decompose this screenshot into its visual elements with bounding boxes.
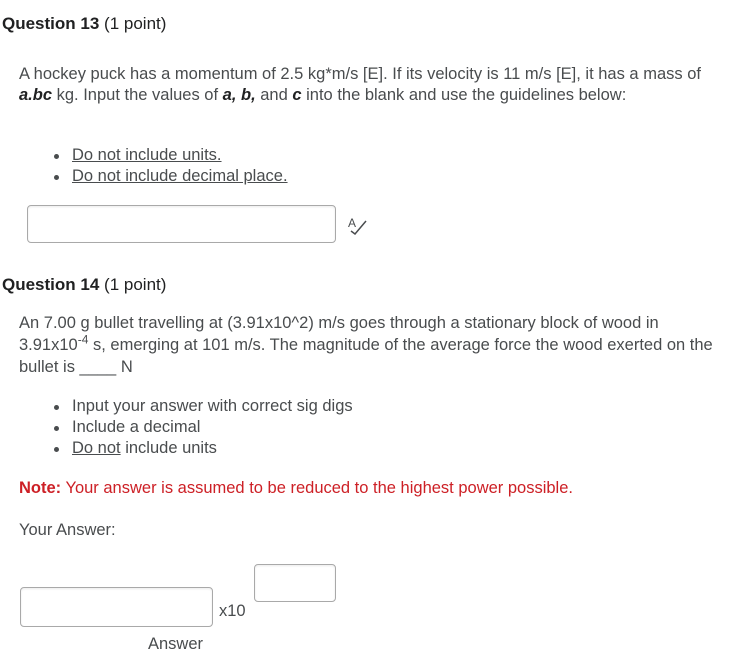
x10-label: x10 [219,602,246,620]
spellcheck-icon[interactable] [346,215,368,235]
q14-exponent: -4 [77,332,89,347]
question-14-points: (1 point) [104,275,167,294]
q13-text-bold: a.bc [19,86,53,104]
guideline-item [52,417,353,438]
guideline-text: Include a decimal [72,418,201,436]
guideline-item [52,145,288,166]
question-13-guidelines [52,145,288,187]
question-13-answer-input[interactable] [27,205,336,243]
mantissa-input[interactable] [20,587,213,627]
guideline-item [52,438,353,459]
q14-text-part: s, emerging at 101 m/s. The magnitude of the average force the wood exerted on the bullet is ____ N [19,336,713,376]
question-13-title: Question 13 [2,14,100,33]
question-14-text [19,312,719,378]
question-14-title: Question 14 [2,275,100,294]
q14-text-part: An 7.00 g bullet travelling at (3.91x10^2) m/s goes through a stationary block of wood in 3.91x10 [19,314,659,354]
question-13-points: (1 point) [104,14,167,33]
question-14-header [2,275,166,295]
q13-text-bold: a, b, [222,86,256,104]
note-body: Your answer is assumed to be reduced to the highest power possible. [61,479,573,497]
q13-text-part: kg. Input the values of [52,86,223,104]
q13-text-bold: c [292,86,302,104]
q13-text-part: and [255,86,293,104]
q13-text-part: A hockey puck has a momentum of 2.5 kg*m/s [E]. If its velocity is 11 m/s [E], it has a mass of [19,65,701,83]
note-label: Note: [19,479,62,497]
guideline-text: Do not include decimal place. [72,167,288,185]
q13-text-part: into the blank and use the guidelines below: [301,86,627,104]
guideline-text: Input your answer with correct sig digs [72,397,353,415]
guideline-text: Do not include units. [72,146,222,164]
exponent-input[interactable] [254,564,336,602]
svg-text:A: A [348,216,357,230]
guideline-item [52,396,353,417]
your-answer-label: Your Answer: [19,521,116,539]
question-13-text [19,64,719,106]
guideline-item [52,166,288,187]
answer-caption: Answer [148,635,204,653]
note-text [19,479,573,498]
question-14-guidelines [52,396,353,459]
question-13-header [2,14,166,34]
guideline-text-underlined: Do not [72,439,121,457]
guideline-text: include units [120,439,217,457]
